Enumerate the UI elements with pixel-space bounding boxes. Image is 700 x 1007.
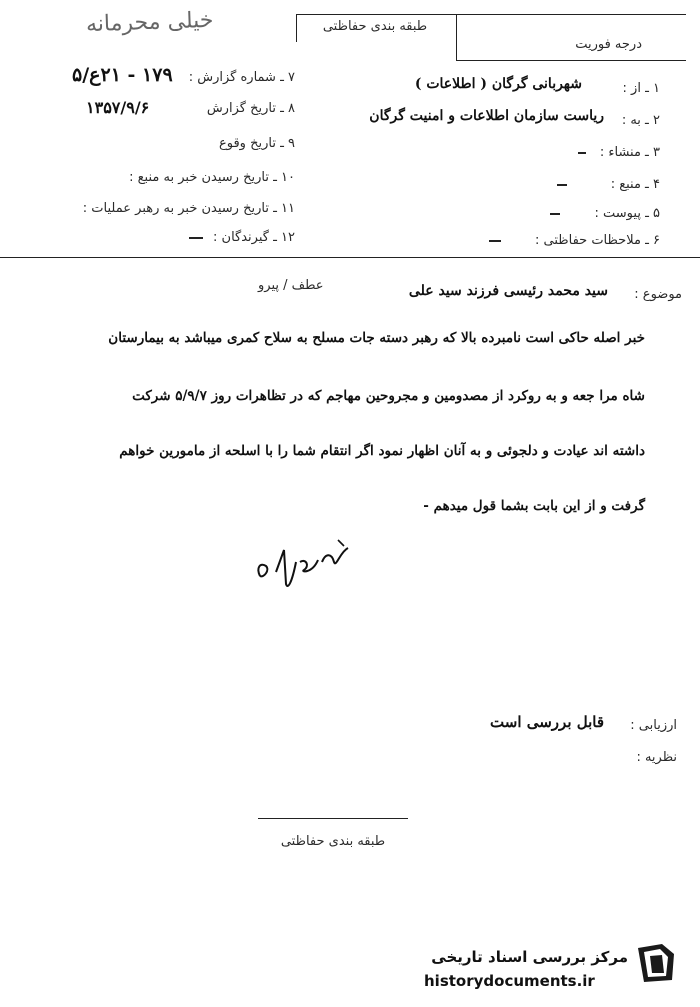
body-line: خبر اصله حاکی است نامبرده بالا که رهبر دسته جات مسلح به سلاح کمری میباشد به بیمارستان xyxy=(108,330,645,346)
evaluation-label: ارزیابی : xyxy=(630,718,677,733)
field-occurrence-date xyxy=(219,136,295,151)
subject-label: موضوع : xyxy=(634,287,682,302)
opinion-label: نظریه : xyxy=(636,750,677,765)
field-to-value: ریاست سازمان اطلاعات و امنیت گرگان xyxy=(369,108,604,124)
signature-scribble xyxy=(252,532,362,596)
field-report-number xyxy=(189,70,295,85)
header-divider-left xyxy=(296,14,297,42)
field-label: ۱۲ ـ گیرندگان : xyxy=(213,230,295,245)
field-label: ۸ ـ تاریخ گزارش xyxy=(206,101,295,116)
field-label: ۴ ـ منبع : xyxy=(610,177,660,192)
field-label: ۳ ـ منشاء : xyxy=(599,145,660,160)
body-line: داشته اند عیادت و دلجوئی و به آنان اظهار نمود اگر انتقام شما را با اسلحه از مامورین خواهم xyxy=(119,443,645,459)
field-label: ۲ ـ به : xyxy=(621,113,660,128)
handwritten-top-note: خیلی محرمانه xyxy=(85,7,214,38)
field-recipients xyxy=(189,230,295,245)
field-from xyxy=(623,81,660,96)
blank-dash xyxy=(550,213,560,215)
body-line: شاه مرا جعه و به روکرد از مصدومین و مجروحین مهاجم که در تظاهرات روز ۵/۹/۷ شرکت xyxy=(132,388,645,404)
field-label: ۷ ـ شماره گزارش : xyxy=(188,70,295,85)
field-source xyxy=(557,177,660,192)
field-origin xyxy=(578,145,660,160)
field-from-value: شهربانی گرگان ( اطلاعات ) xyxy=(414,76,582,92)
field-source-receipt-date xyxy=(129,170,295,185)
watermark-site: historydocuments.ir xyxy=(424,972,595,990)
field-report-date-value: ۱۳۵۷/۹/۶ xyxy=(86,98,150,117)
header-top-border xyxy=(296,14,686,15)
section-separator xyxy=(0,257,700,258)
watermark-title: مرکز بررسی اسناد تاریخی xyxy=(431,948,628,966)
field-label: ۱۱ ـ تاریخ رسیدن خبر به رهبر عملیات : xyxy=(82,201,295,216)
field-label: ۱۰ ـ تاریخ رسیدن خبر به منبع : xyxy=(129,170,295,185)
field-attachment xyxy=(550,206,660,221)
header-divider-mid xyxy=(456,14,457,60)
evaluation-value: قابل بررسی است xyxy=(490,713,604,731)
field-label: ۵ ـ پیوست : xyxy=(594,206,660,221)
header-bottom-border xyxy=(456,60,686,61)
classification-footer: طبقه بندی حفاظتی xyxy=(280,834,386,849)
field-report-number-value: ۱۷۹ - ۲۱ع/۵ xyxy=(72,64,173,86)
field-label: ۹ ـ تاریخ وقوع xyxy=(218,136,295,151)
field-to xyxy=(622,113,660,128)
footer-top-border xyxy=(258,818,408,819)
field-leader-receipt-date xyxy=(83,201,295,216)
field-security-notes xyxy=(489,233,660,248)
archive-logo-icon xyxy=(632,940,680,986)
priority-label: درجه فوریت xyxy=(575,37,642,52)
blank-dash xyxy=(189,237,203,239)
field-label: ۱ ـ از : xyxy=(622,81,660,96)
classification-header: طبقه بندی حفاظتی xyxy=(322,19,428,34)
reference-label: عطف / پیرو xyxy=(258,278,324,293)
subject-value: سید محمد رئیسی فرزند سید علی xyxy=(408,283,608,299)
field-report-date xyxy=(207,101,295,116)
blank-dash xyxy=(489,240,501,242)
body-line: گرفت و از این بابت بشما قول میدهم - xyxy=(423,498,645,514)
blank-dash xyxy=(557,184,567,186)
field-label: ۶ ـ ملاحظات حفاظتی : xyxy=(535,233,660,248)
blank-dash xyxy=(578,152,586,154)
